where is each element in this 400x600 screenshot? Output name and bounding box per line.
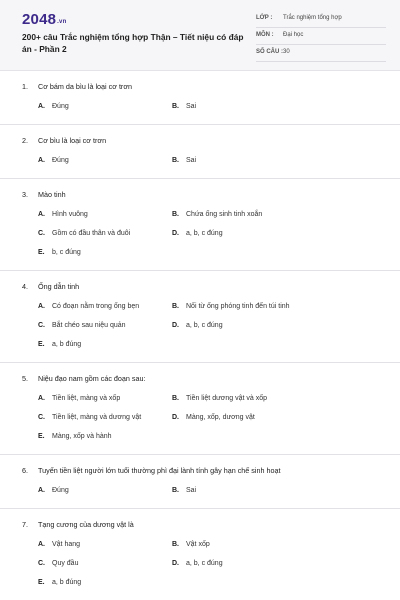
- option-text: Tiền liệt, màng và dương vật: [52, 414, 142, 421]
- answer-option[interactable]: [0, 578, 172, 588]
- answer-options: [0, 102, 400, 112]
- option-letter: E.: [38, 341, 45, 348]
- option-letter: D.: [172, 414, 179, 421]
- option-text: Có đoạn nằm trong ống bẹn: [52, 303, 140, 310]
- answer-option[interactable]: [172, 156, 358, 166]
- question-number: 4.: [22, 282, 28, 291]
- answer-option[interactable]: [0, 486, 172, 496]
- question-text: [0, 82, 400, 92]
- answer-option[interactable]: [0, 540, 172, 550]
- question-text: [0, 190, 400, 200]
- answer-option[interactable]: [172, 102, 358, 112]
- answer-option[interactable]: [0, 156, 172, 166]
- answer-option[interactable]: [172, 321, 358, 331]
- document-meta: [256, 11, 386, 62]
- question-stem: Tạng cương của dương vật là: [38, 520, 134, 529]
- answer-options: [0, 210, 400, 258]
- option-text: Vật xốp: [186, 541, 210, 548]
- answer-option[interactable]: [172, 229, 358, 239]
- option-letter: B.: [172, 487, 179, 494]
- option-letter: C.: [38, 560, 45, 567]
- option-text: Gồm có đầu thân và đuôi: [52, 230, 131, 237]
- answer-option[interactable]: [0, 302, 172, 312]
- option-text: Vật hang: [52, 541, 81, 548]
- question-number: 3.: [22, 190, 28, 199]
- question-number: 7.: [22, 520, 28, 529]
- option-text: b, c đúng: [52, 249, 81, 256]
- answer-option[interactable]: [0, 340, 172, 350]
- option-text: Tiền liệt dương vật và xốp: [186, 395, 268, 402]
- option-letter: E.: [38, 579, 45, 586]
- option-text: Hình vuông: [52, 211, 88, 218]
- question-text: [0, 374, 400, 384]
- option-text: a, b, c đúng: [186, 560, 223, 567]
- meta-row-class: [256, 11, 386, 28]
- answer-options: [0, 156, 400, 166]
- answer-options: [0, 302, 400, 350]
- answer-option[interactable]: [0, 432, 172, 442]
- question-stem: Niệu đạo nam gồm các đoạn sau:: [38, 374, 146, 383]
- answer-option[interactable]: [0, 413, 172, 423]
- answer-option[interactable]: [0, 559, 172, 569]
- option-letter: E.: [38, 433, 45, 440]
- question-item: [0, 509, 400, 600]
- option-letter: C.: [38, 322, 45, 329]
- answer-option[interactable]: [172, 394, 358, 404]
- answer-options: [0, 540, 400, 588]
- answer-option[interactable]: [0, 229, 172, 239]
- question-list: [0, 71, 400, 600]
- option-letter: A.: [38, 541, 45, 548]
- question-stem: Tuyến tiền liệt người lớn tuổi thường phì đại lành tính gây hạn chế sinh hoạt: [38, 466, 281, 475]
- answer-option[interactable]: [0, 394, 172, 404]
- option-text: Màng, xốp và hành: [52, 433, 112, 440]
- question-stem: Mào tinh: [38, 190, 66, 199]
- question-number: 2.: [22, 136, 28, 145]
- option-letter: B.: [172, 157, 179, 164]
- option-letter: C.: [38, 414, 45, 421]
- option-letter: B.: [172, 211, 179, 218]
- question-number: 6.: [22, 466, 28, 475]
- document-title: 200+ câu Trắc nghiệm tổng hợp Thận – Tiết niệu có đáp án - Phần 2: [22, 32, 244, 54]
- option-letter: D.: [172, 560, 179, 567]
- option-letter: B.: [172, 303, 179, 310]
- question-item: [0, 363, 400, 455]
- option-text: Chứa ống sinh tinh xoắn: [186, 211, 263, 218]
- option-text: Đúng: [52, 487, 69, 494]
- option-letter: B.: [172, 541, 179, 548]
- answer-option[interactable]: [0, 102, 172, 112]
- option-letter: D.: [172, 230, 179, 237]
- question-stem: Cơ bám da bìu là loại cơ trơn: [38, 82, 133, 91]
- question-number: 1.: [22, 82, 28, 91]
- question-stem: Ống dẫn tinh: [38, 282, 80, 291]
- option-text: Sai: [186, 487, 197, 494]
- answer-option[interactable]: [0, 321, 172, 331]
- option-text: a, b, c đúng: [186, 322, 223, 329]
- question-item: [0, 125, 400, 179]
- answer-option[interactable]: [172, 559, 358, 569]
- meta-row-subject: [256, 28, 386, 45]
- document-header: [0, 0, 400, 71]
- option-letter: A.: [38, 487, 45, 494]
- option-text: Bắt chéo sau niệu quản: [52, 322, 126, 329]
- question-number: 5.: [22, 374, 28, 383]
- option-letter: A.: [38, 103, 45, 110]
- meta-value: 30: [283, 49, 290, 55]
- answer-option[interactable]: [0, 248, 172, 258]
- option-text: Sai: [186, 157, 197, 164]
- option-letter: A.: [38, 157, 45, 164]
- meta-label: SỐ CÂU :: [256, 49, 283, 55]
- option-text: Sai: [186, 103, 197, 110]
- meta-row-count: [256, 45, 386, 62]
- answer-option[interactable]: [172, 210, 358, 220]
- option-letter: A.: [38, 303, 45, 310]
- logo-suffix: .vn: [57, 19, 67, 25]
- question-item: [0, 179, 400, 271]
- option-letter: A.: [38, 211, 45, 218]
- answer-options: [0, 486, 400, 496]
- answer-option[interactable]: [172, 486, 358, 496]
- option-text: a, b đúng: [52, 341, 82, 348]
- option-text: Nối từ ống phóng tinh đến túi tinh: [186, 303, 290, 310]
- answer-option[interactable]: [172, 302, 358, 312]
- logo-text: 2048: [22, 11, 57, 28]
- answer-option[interactable]: [0, 210, 172, 220]
- question-item: [0, 271, 400, 363]
- question-text: [0, 520, 400, 530]
- answer-option[interactable]: [172, 540, 358, 550]
- option-text: Tiền liệt, màng và xốp: [52, 395, 121, 402]
- meta-value: Trắc nghiệm tổng hợp: [283, 15, 342, 21]
- option-text: a, b, c đúng: [186, 230, 223, 237]
- question-text: [0, 136, 400, 146]
- option-text: a, b đúng: [52, 579, 82, 586]
- option-text: Quy đầu: [52, 560, 79, 567]
- option-letter: E.: [38, 249, 45, 256]
- option-text: Đúng: [52, 103, 69, 110]
- option-letter: D.: [172, 322, 179, 329]
- answer-option[interactable]: [172, 413, 358, 423]
- option-letter: C.: [38, 230, 45, 237]
- site-logo[interactable]: [22, 11, 66, 28]
- question-item: [0, 455, 400, 509]
- option-letter: B.: [172, 395, 179, 402]
- question-text: [0, 282, 400, 292]
- option-letter: B.: [172, 103, 179, 110]
- option-letter: A.: [38, 395, 45, 402]
- question-stem: Cơ bìu là loại cơ trơn: [38, 136, 107, 145]
- option-text: Đúng: [52, 157, 69, 164]
- meta-label: LỚP :: [256, 15, 273, 21]
- question-text: [0, 466, 400, 476]
- question-item: [0, 71, 400, 125]
- answer-options: [0, 394, 400, 442]
- option-text: Màng, xốp, dương vật: [186, 414, 255, 421]
- meta-label: MÔN :: [256, 32, 274, 38]
- meta-value: Đại học: [283, 32, 304, 38]
